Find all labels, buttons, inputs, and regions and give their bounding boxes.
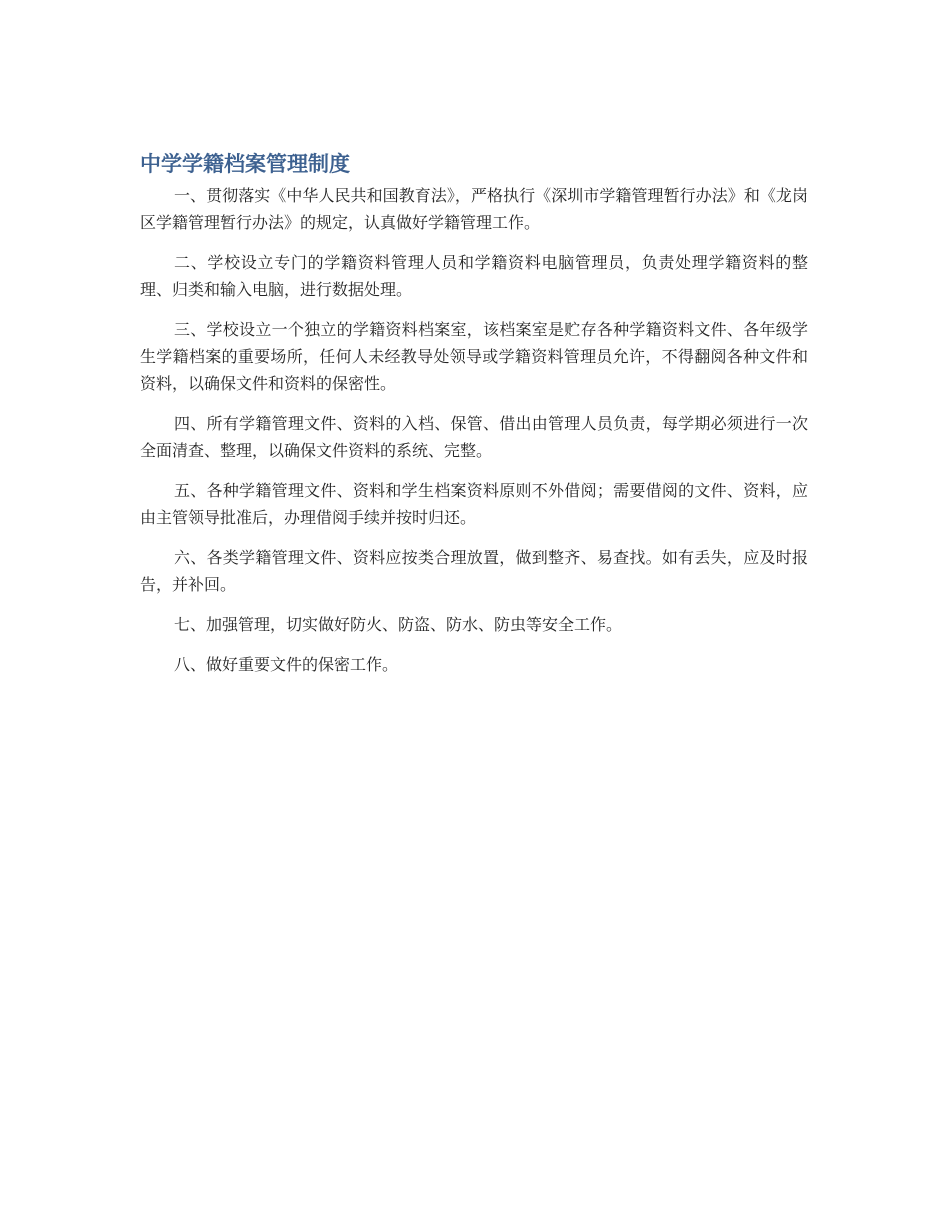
paragraph-8: 八、做好重要文件的保密工作。 xyxy=(174,655,399,674)
paragraph-4: 四、所有学籍管理文件、资料的入档、保管、借出由管理人员负责，每学期必须进行一次全面清查、整理，以确保文件资料的系统、完整。 xyxy=(140,414,808,460)
document-title: 中学学籍档案管理制度 xyxy=(140,152,350,176)
paragraph-2: 二、学校设立专门的学籍资料管理人员和学籍资料电脑管理员，负责处理学籍资料的整理、归类和输入电脑，进行数据处理。 xyxy=(140,253,808,299)
document-body xyxy=(140,182,808,691)
paragraph-1: 一、贯彻落实《中华人民共和国教育法》，严格执行《深圳市学籍管理暂行办法》和《龙岗区学籍管理暂行办法》的规定，认真做好学籍管理工作。 xyxy=(140,186,808,232)
paragraph-5: 五、各种学籍管理文件、资料和学生档案资料原则不外借阅；需要借阅的文件、资料，应由主管领导批准后，办理借阅手续并按时归还。 xyxy=(140,481,808,527)
paragraph-7: 七、加强管理，切实做好防火、防盗、防水、防虫等安全工作。 xyxy=(174,615,623,634)
paragraph-3: 三、学校设立一个独立的学籍资料档案室，该档案室是贮存各种学籍资料文件、各年级学生学籍档案的重要场所，任何人未经教导处领导或学籍资料管理员允许，不得翻阅各种文件和资料，以确保文件和资料的保密性。 xyxy=(140,320,808,393)
paragraph-6: 六、各类学籍管理文件、资料应按类合理放置，做到整齐、易查找。如有丢失，应及时报告，并补回。 xyxy=(140,548,808,594)
